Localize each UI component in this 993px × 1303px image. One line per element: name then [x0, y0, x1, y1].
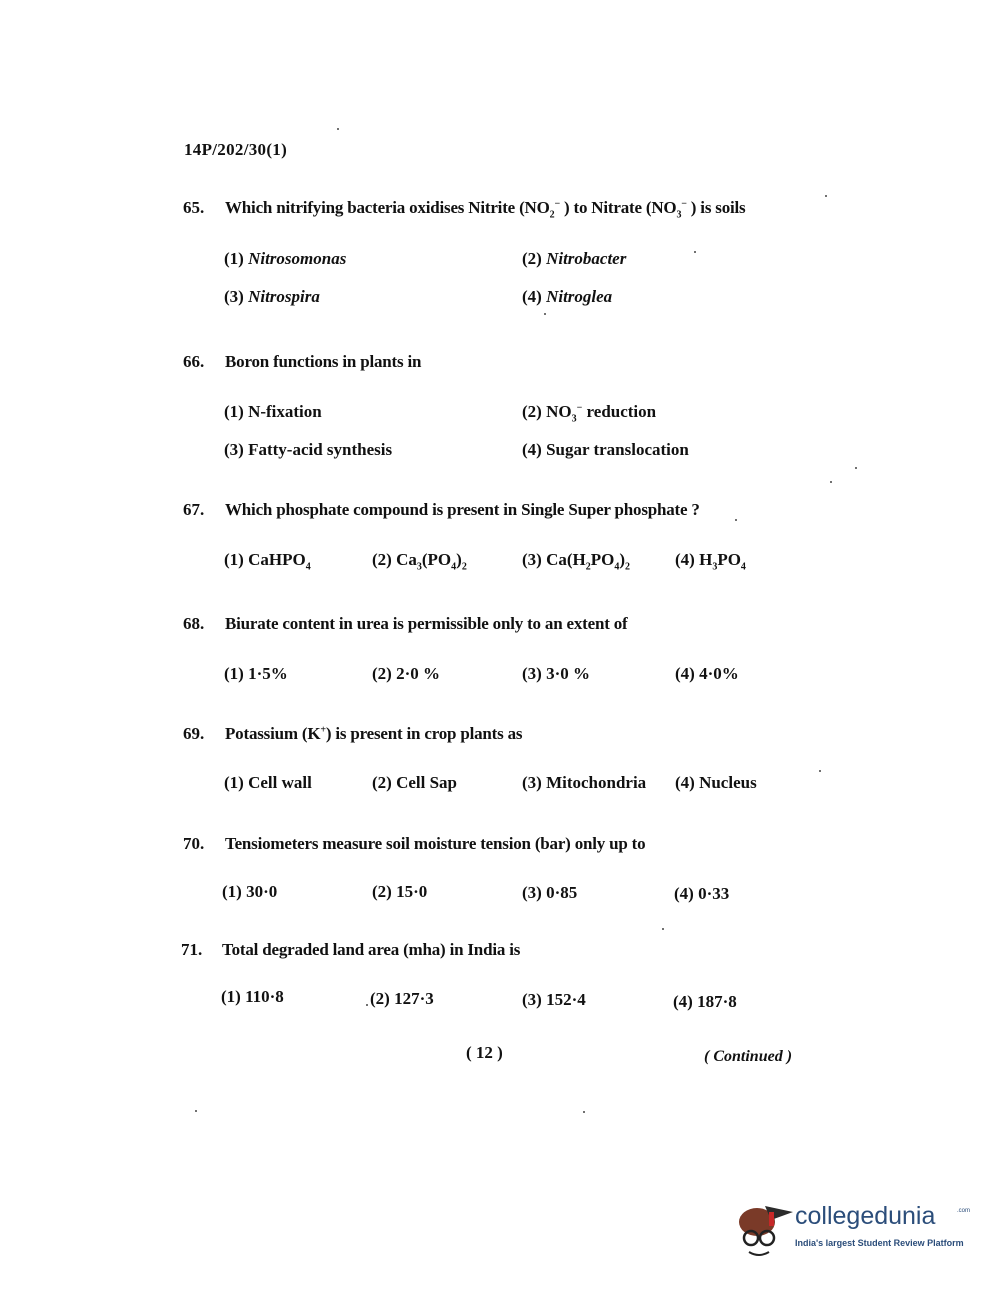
option-4: (4) 0·33 [674, 884, 730, 903]
option-1: (1) N-fixation [224, 402, 322, 421]
question-text: Which nitrifying bacteria oxidises Nitrite ($NO_2^-$ ) to Nitrate ($NO_3^-$ ) is soils [225, 198, 746, 221]
question-text: Boron functions in plants in [225, 352, 422, 371]
option-2: (2) Nitrobacter [522, 249, 627, 268]
option-4: (4) 187·8 [673, 992, 737, 1011]
question-number: 67. [183, 500, 205, 519]
option-2: (2) $NO_3^-$ reduction [522, 402, 657, 425]
option-3: (3) Nitrospira [224, 287, 320, 306]
option-2: (2) $Ca_3(PO_4)_2$ [372, 550, 467, 573]
option-4: (4) 4·0% [675, 664, 739, 683]
question-number: 66. [183, 352, 205, 371]
option-1: (1) 1·5% [224, 664, 288, 683]
mascot-logo-icon [735, 1196, 795, 1266]
option-1: (1) Nitrosomonas [224, 249, 347, 268]
collegedunia-watermark [735, 1196, 971, 1266]
option-1: (1) Cell wall [224, 773, 312, 792]
option-2: (2) 127·3 [370, 989, 434, 1008]
brand-tagline: India's largest Student Review Platform [795, 1238, 964, 1248]
option-2: (2) Cell Sap [372, 773, 458, 792]
brand-domain: .com [957, 1208, 971, 1214]
option-4: (4) $H_3PO_4$ [675, 550, 746, 573]
brand-name: collegedunia [795, 1202, 936, 1230]
paper-code: 14P/202/30(1) [184, 140, 288, 159]
question-number: 69. [183, 724, 205, 743]
option-1: (1) 30·0 [222, 882, 278, 901]
continued-label: ( Continued ) [704, 1048, 793, 1065]
question-text: Total degraded land area (mha) in India is [222, 940, 521, 959]
option-3: (3) 0·85 [522, 883, 578, 902]
option-2: (2) 15·0 [372, 882, 428, 901]
option-3: (3) Fatty-acid synthesis [224, 440, 393, 459]
option-1: (1) 110·8 [221, 987, 284, 1006]
question-number: 71. [181, 940, 203, 959]
question-text: Tensiometers measure soil moisture tension (bar) only up to [225, 834, 646, 853]
question-text: Which phosphate compound is present in Single Super phosphate ? [225, 500, 700, 519]
question-number: 65. [183, 198, 205, 217]
option-1: (1) CaHPO$_4$ [224, 550, 311, 573]
page-number: ( 12 ) [466, 1043, 503, 1062]
option-4: (4) Sugar translocation [522, 440, 689, 459]
option-3: (3) 152·4 [522, 990, 586, 1009]
option-3: (3) $Ca(H_2PO_4)_2$ [522, 550, 631, 573]
option-4: (4) Nitroglea [522, 287, 613, 306]
question-number: 70. [183, 834, 205, 853]
question-number: 68. [183, 614, 205, 633]
option-3: (3) Mitochondria [522, 773, 647, 792]
option-3: (3) 3·0 % [522, 664, 590, 683]
option-4: (4) Nucleus [675, 773, 757, 792]
question-text: Potassium (K+) is present in crop plants as [225, 724, 523, 743]
option-2: (2) 2·0 % [372, 664, 440, 683]
question-text: Biurate content in urea is permissible only to an extent of [225, 614, 628, 633]
